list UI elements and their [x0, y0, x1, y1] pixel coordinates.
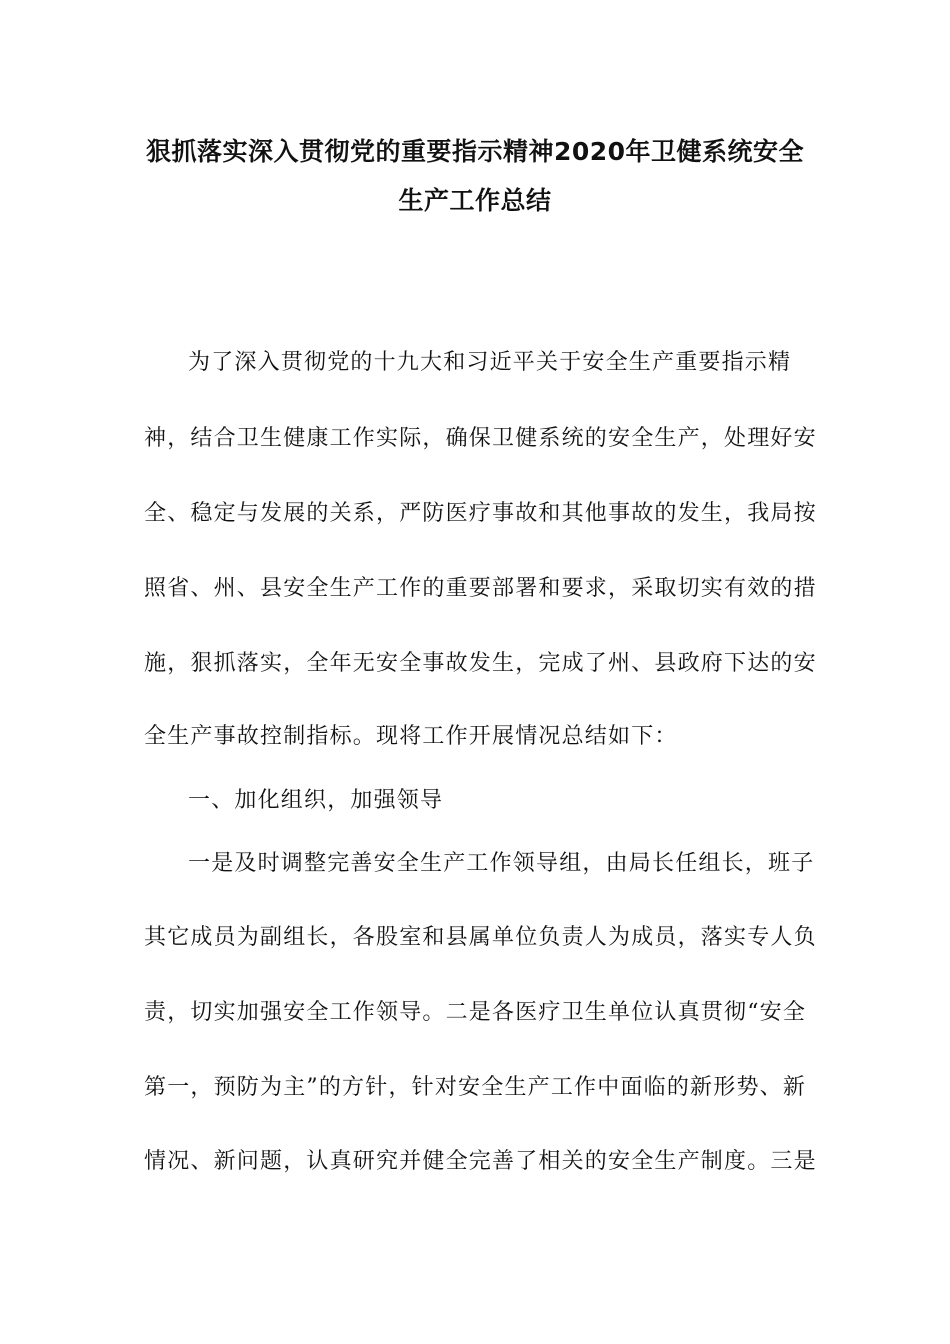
section-heading-1: 一、加化组织，加强领导 — [188, 788, 444, 813]
body-line-5: 施，狠抓落实，全年无安全事故发生，完成了州、县政府下达的安 — [144, 651, 817, 676]
body-line-11: 第一，预防为主”的方针，针对安全生产工作中面临的新形势、新 — [144, 1075, 807, 1100]
document-title-line-1: 狠抓落实深入贯彻党的重要指示精神2020年卫健系统安全 — [145, 137, 805, 166]
document-title-line-2: 生产工作总结 — [398, 186, 552, 215]
body-line-1: 为了深入贯彻党的十九大和习近平关于安全生产重要指示精 — [188, 350, 792, 375]
body-line-6: 全生产事故控制指标。现将工作开展情况总结如下： — [144, 724, 678, 749]
body-line-10: 责，切实加强安全工作领导。二是各医疗卫生单位认真贯彻“安全 — [144, 1000, 807, 1025]
body-line-4: 照省、州、县安全生产工作的重要部署和要求，采取切实有效的措 — [144, 576, 817, 601]
body-line-2: 神，结合卫生健康工作实际，确保卫健系统的安全生产，处理好安 — [144, 426, 817, 451]
body-line-12: 情况、新问题，认真研究并健全完善了相关的安全生产制度。三是 — [144, 1149, 817, 1174]
body-line-9: 其它成员为副组长，各股室和县属单位负责人为成员，落实专人负 — [144, 925, 817, 950]
body-line-8: 一是及时调整完善安全生产工作领导组，由局长任组长，班子 — [188, 851, 815, 876]
body-line-3: 全、稳定与发展的关系，严防医疗事故和其他事故的发生，我局按 — [144, 501, 817, 526]
